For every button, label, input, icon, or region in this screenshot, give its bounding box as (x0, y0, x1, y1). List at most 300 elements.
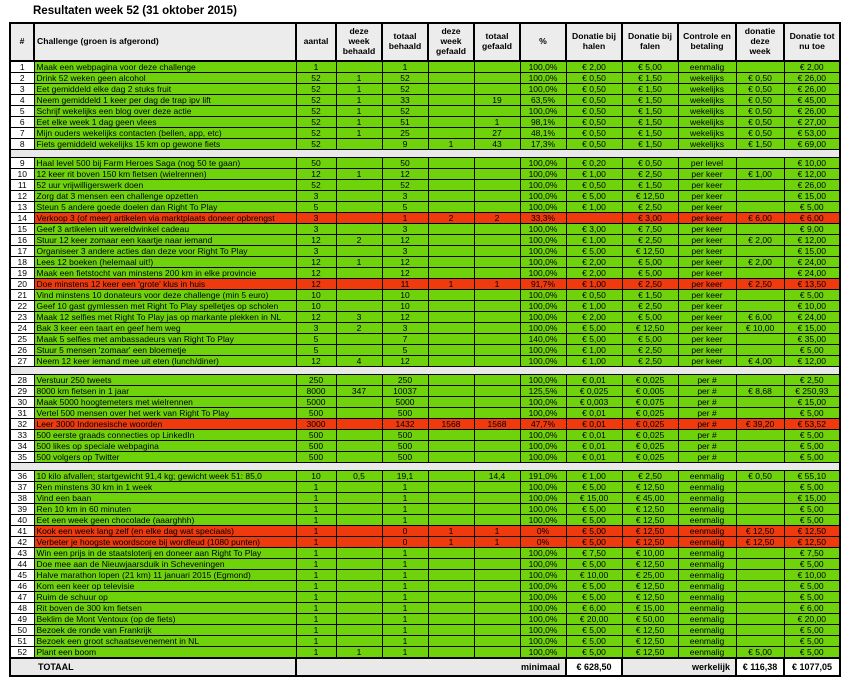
value-cell[interactable]: € 12,00 (784, 356, 840, 367)
value-cell[interactable] (474, 559, 520, 570)
value-cell[interactable] (474, 356, 520, 367)
value-cell[interactable]: € 5,00 (566, 537, 622, 548)
value-cell[interactable] (736, 180, 784, 191)
value-cell[interactable] (736, 224, 784, 235)
row-number-cell[interactable]: 22 (10, 301, 34, 312)
value-cell[interactable]: 100,0% (520, 581, 566, 592)
value-cell[interactable]: € 0,50 (736, 128, 784, 139)
value-cell[interactable] (336, 301, 382, 312)
challenge-cell[interactable]: Kom een keer op televisie (34, 581, 296, 592)
value-cell[interactable]: 3 (382, 323, 428, 334)
value-cell[interactable]: eenmalig (678, 647, 736, 659)
value-cell[interactable]: 52 (296, 117, 336, 128)
value-cell[interactable] (336, 504, 382, 515)
value-cell[interactable] (474, 408, 520, 419)
row-number-cell[interactable]: 12 (10, 191, 34, 202)
value-cell[interactable] (428, 408, 474, 419)
value-cell[interactable]: € 15,00 (784, 191, 840, 202)
challenge-cell[interactable]: 12 keer rit boven 150 km fietsen (wielrennen) (34, 169, 296, 180)
value-cell[interactable] (736, 61, 784, 73)
col-donatie-bij-falen[interactable]: Donatie bij falen (622, 23, 678, 61)
value-cell[interactable]: 10 (296, 301, 336, 312)
value-cell[interactable] (336, 537, 382, 548)
value-cell[interactable]: 10037 (382, 386, 428, 397)
challenge-cell[interactable]: Verkoop 3 (of meer) artikelen via marktplaats doneer opbrengst (34, 213, 296, 224)
value-cell[interactable]: per keer (678, 334, 736, 345)
challenge-cell[interactable]: 52 uur vrijwilligerswerk doen (34, 180, 296, 191)
value-cell[interactable]: € 5,00 (566, 515, 622, 526)
value-cell[interactable] (428, 493, 474, 504)
challenge-cell[interactable]: Geef 10 gast gymlessen met Right To Play spelletjes op scholen (34, 301, 296, 312)
value-cell[interactable]: per keer (678, 279, 736, 290)
value-cell[interactable]: 1 (296, 537, 336, 548)
value-cell[interactable] (736, 441, 784, 452)
value-cell[interactable] (474, 636, 520, 647)
col-aantal[interactable]: aantal (296, 23, 336, 61)
value-cell[interactable]: € 1,00 (566, 279, 622, 290)
value-cell[interactable]: eenmalig (678, 570, 736, 581)
value-cell[interactable]: 1 (382, 61, 428, 73)
value-cell[interactable]: € 5,00 (566, 334, 622, 345)
value-cell[interactable] (428, 235, 474, 246)
value-cell[interactable]: per keer (678, 356, 736, 367)
value-cell[interactable]: 91,7% (520, 279, 566, 290)
value-cell[interactable]: € 6,00 (736, 213, 784, 224)
value-cell[interactable]: 3 (296, 323, 336, 334)
value-cell[interactable] (428, 603, 474, 614)
value-cell[interactable]: € 0,025 (622, 408, 678, 419)
row-number-cell[interactable]: 7 (10, 128, 34, 139)
value-cell[interactable]: eenmalig (678, 636, 736, 647)
value-cell[interactable]: € 12,50 (622, 191, 678, 202)
value-cell[interactable] (428, 636, 474, 647)
value-cell[interactable]: € 5,00 (566, 625, 622, 636)
value-cell[interactable]: 1 (474, 279, 520, 290)
value-cell[interactable]: € 39,20 (736, 419, 784, 430)
value-cell[interactable]: per keer (678, 180, 736, 191)
value-cell[interactable]: 12 (296, 169, 336, 180)
value-cell[interactable]: 3 (382, 246, 428, 257)
value-cell[interactable]: 1 (336, 257, 382, 268)
value-cell[interactable]: 17,3% (520, 139, 566, 150)
value-cell[interactable]: 2 (336, 323, 382, 334)
row-number-cell[interactable]: 5 (10, 106, 34, 117)
value-cell[interactable]: 1 (474, 526, 520, 537)
value-cell[interactable]: € 45,00 (622, 493, 678, 504)
value-cell[interactable]: 100,0% (520, 452, 566, 463)
value-cell[interactable]: 100,0% (520, 515, 566, 526)
value-cell[interactable] (474, 515, 520, 526)
value-cell[interactable] (428, 386, 474, 397)
value-cell[interactable] (428, 73, 474, 84)
value-cell[interactable]: 52 (382, 106, 428, 117)
value-cell[interactable] (736, 581, 784, 592)
value-cell[interactable]: 52 (296, 128, 336, 139)
value-cell[interactable] (428, 334, 474, 345)
value-cell[interactable]: per keer (678, 169, 736, 180)
row-number-cell[interactable]: 28 (10, 375, 34, 386)
value-cell[interactable]: € 6,00 (736, 312, 784, 323)
value-cell[interactable]: € 5,00 (566, 323, 622, 334)
value-cell[interactable] (428, 191, 474, 202)
value-cell[interactable] (428, 515, 474, 526)
value-cell[interactable]: 3 (382, 191, 428, 202)
value-cell[interactable] (474, 581, 520, 592)
value-cell[interactable]: 100,0% (520, 559, 566, 570)
value-cell[interactable]: 1 (296, 548, 336, 559)
value-cell[interactable] (428, 84, 474, 95)
value-cell[interactable]: € 2,50 (736, 279, 784, 290)
value-cell[interactable] (428, 312, 474, 323)
value-cell[interactable]: 347 (336, 386, 382, 397)
value-cell[interactable]: 1 (296, 515, 336, 526)
value-cell[interactable]: € 6,00 (784, 603, 840, 614)
value-cell[interactable] (474, 235, 520, 246)
value-cell[interactable]: 500 (296, 408, 336, 419)
value-cell[interactable] (736, 345, 784, 356)
col-controle-en-betaling[interactable]: Controle en betaling (678, 23, 736, 61)
challenge-cell[interactable]: Win een prijs in de staatsloterij en doneer aan Right To Play (34, 548, 296, 559)
challenge-cell[interactable]: 500 volgers op Twitter (34, 452, 296, 463)
value-cell[interactable] (428, 614, 474, 625)
row-number-cell[interactable]: 27 (10, 356, 34, 367)
value-cell[interactable]: € 0,50 (736, 471, 784, 482)
value-cell[interactable]: per # (678, 375, 736, 386)
value-cell[interactable] (336, 345, 382, 356)
value-cell[interactable]: € 10,00 (784, 158, 840, 169)
challenge-cell[interactable]: 500 likes op speciale webpagina (34, 441, 296, 452)
col-percent[interactable]: % (520, 23, 566, 61)
challenge-cell[interactable]: Vind een baan (34, 493, 296, 504)
row-number-cell[interactable]: 13 (10, 202, 34, 213)
value-cell[interactable]: 100,0% (520, 61, 566, 73)
value-cell[interactable] (736, 246, 784, 257)
value-cell[interactable] (474, 345, 520, 356)
value-cell[interactable]: € 12,50 (622, 482, 678, 493)
value-cell[interactable]: 1 (382, 213, 428, 224)
value-cell[interactable]: 1 (336, 106, 382, 117)
value-cell[interactable] (336, 493, 382, 504)
value-cell[interactable]: € 1,50 (622, 290, 678, 301)
col-totaal-behaald[interactable]: totaal behaald (382, 23, 428, 61)
value-cell[interactable] (474, 301, 520, 312)
value-cell[interactable]: € 5,00 (566, 581, 622, 592)
value-cell[interactable]: € 5,00 (784, 515, 840, 526)
value-cell[interactable]: 1 (382, 603, 428, 614)
value-cell[interactable] (336, 570, 382, 581)
value-cell[interactable]: € 5,00 (566, 246, 622, 257)
value-cell[interactable]: eenmalig (678, 537, 736, 548)
value-cell[interactable]: 1 (382, 570, 428, 581)
value-cell[interactable]: 100,0% (520, 408, 566, 419)
value-cell[interactable]: 12 (382, 268, 428, 279)
value-cell[interactable]: € 24,00 (784, 268, 840, 279)
value-cell[interactable]: 250 (382, 375, 428, 386)
value-cell[interactable] (336, 180, 382, 191)
value-cell[interactable] (736, 548, 784, 559)
value-cell[interactable] (474, 386, 520, 397)
value-cell[interactable]: € 12,50 (622, 581, 678, 592)
value-cell[interactable]: 1 (296, 592, 336, 603)
value-cell[interactable] (336, 334, 382, 345)
value-cell[interactable]: 100,0% (520, 647, 566, 659)
value-cell[interactable] (474, 180, 520, 191)
value-cell[interactable]: 100,0% (520, 614, 566, 625)
value-cell[interactable]: 500 (296, 452, 336, 463)
row-number-cell[interactable]: 31 (10, 408, 34, 419)
value-cell[interactable] (428, 482, 474, 493)
value-cell[interactable] (428, 570, 474, 581)
row-number-cell[interactable]: 36 (10, 471, 34, 482)
value-cell[interactable] (428, 224, 474, 235)
value-cell[interactable] (736, 158, 784, 169)
value-cell[interactable]: 27 (474, 128, 520, 139)
row-number-cell[interactable]: 15 (10, 224, 34, 235)
value-cell[interactable]: € 7,50 (784, 548, 840, 559)
value-cell[interactable]: € 12,50 (622, 246, 678, 257)
col-challenge[interactable]: Challenge (groen is afgerond) (34, 23, 296, 61)
value-cell[interactable]: 3000 (296, 419, 336, 430)
value-cell[interactable]: € 12,50 (622, 504, 678, 515)
value-cell[interactable] (336, 279, 382, 290)
challenge-cell[interactable]: Eet een week geen chocolade (aaarghhh) (34, 515, 296, 526)
value-cell[interactable]: 100,0% (520, 169, 566, 180)
value-cell[interactable] (736, 452, 784, 463)
value-cell[interactable]: 100,0% (520, 246, 566, 257)
value-cell[interactable]: 10 (296, 290, 336, 301)
value-cell[interactable] (736, 334, 784, 345)
value-cell[interactable]: 100,0% (520, 268, 566, 279)
challenge-cell[interactable]: Fiets gemiddeld wekelijks 15 km op gewone fiets (34, 139, 296, 150)
challenge-cell[interactable]: Eet elke week 1 dag geen vlees (34, 117, 296, 128)
value-cell[interactable]: € 5,00 (622, 61, 678, 73)
value-cell[interactable] (736, 625, 784, 636)
value-cell[interactable]: 48,1% (520, 128, 566, 139)
value-cell[interactable]: 2 (336, 235, 382, 246)
value-cell[interactable]: per # (678, 386, 736, 397)
challenge-cell[interactable]: Bezoek een groot schaatsevenement in NL (34, 636, 296, 647)
value-cell[interactable]: 1 (474, 537, 520, 548)
value-cell[interactable] (474, 61, 520, 73)
value-cell[interactable]: 1 (296, 559, 336, 570)
value-cell[interactable]: 100,0% (520, 375, 566, 386)
value-cell[interactable]: € 12,00 (784, 169, 840, 180)
value-cell[interactable]: per keer (678, 224, 736, 235)
value-cell[interactable]: 98,1% (520, 117, 566, 128)
value-cell[interactable] (428, 169, 474, 180)
value-cell[interactable]: 52 (382, 73, 428, 84)
value-cell[interactable] (428, 323, 474, 334)
value-cell[interactable]: 1 (296, 614, 336, 625)
value-cell[interactable]: € 15,00 (784, 397, 840, 408)
value-cell[interactable]: € 1,00 (736, 169, 784, 180)
value-cell[interactable] (336, 592, 382, 603)
value-cell[interactable]: 52 (296, 180, 336, 191)
value-cell[interactable]: 12 (296, 356, 336, 367)
value-cell[interactable]: 100,0% (520, 625, 566, 636)
value-cell[interactable]: 10 (382, 290, 428, 301)
value-cell[interactable]: € 0,005 (622, 386, 678, 397)
value-cell[interactable]: 5 (382, 202, 428, 213)
value-cell[interactable]: per # (678, 408, 736, 419)
value-cell[interactable]: € 69,00 (784, 139, 840, 150)
value-cell[interactable]: € 0,50 (566, 95, 622, 106)
row-number-cell[interactable]: 49 (10, 614, 34, 625)
value-cell[interactable]: 1 (382, 625, 428, 636)
value-cell[interactable] (428, 356, 474, 367)
value-cell[interactable] (474, 84, 520, 95)
value-cell[interactable]: 100,0% (520, 504, 566, 515)
value-cell[interactable]: 7 (382, 334, 428, 345)
row-number-cell[interactable]: 21 (10, 290, 34, 301)
value-cell[interactable] (336, 441, 382, 452)
challenge-cell[interactable]: Halve marathon lopen (21 km) 11 januari 2015 (Egmond) (34, 570, 296, 581)
value-cell[interactable]: 1 (474, 117, 520, 128)
value-cell[interactable]: 100,0% (520, 106, 566, 117)
value-cell[interactable] (474, 603, 520, 614)
challenge-cell[interactable]: Drink 52 weken geen alcohol (34, 73, 296, 84)
value-cell[interactable]: € 0,025 (622, 375, 678, 386)
value-cell[interactable]: wekelijks (678, 84, 736, 95)
row-number-cell[interactable]: 9 (10, 158, 34, 169)
value-cell[interactable]: € 0,025 (622, 452, 678, 463)
value-cell[interactable]: € 12,50 (622, 526, 678, 537)
challenge-cell[interactable]: Doe mee aan de Nieuwjaarsduik in Scheveningen (34, 559, 296, 570)
value-cell[interactable]: € 1,00 (566, 235, 622, 246)
value-cell[interactable]: € 45,00 (784, 95, 840, 106)
value-cell[interactable]: 12 (382, 235, 428, 246)
value-cell[interactable] (474, 441, 520, 452)
value-cell[interactable]: 1 (382, 482, 428, 493)
value-cell[interactable]: 500 (296, 441, 336, 452)
value-cell[interactable]: 140,0% (520, 334, 566, 345)
value-cell[interactable]: 63,5% (520, 95, 566, 106)
value-cell[interactable]: € 2,00 (566, 61, 622, 73)
value-cell[interactable]: € 0,01 (566, 419, 622, 430)
col-deze-week-behaald[interactable]: deze week behaald (336, 23, 382, 61)
challenge-cell[interactable]: Kook een week lang zelf (en elke dag wat speciaals) (34, 526, 296, 537)
value-cell[interactable] (336, 139, 382, 150)
value-cell[interactable]: 1 (336, 73, 382, 84)
value-cell[interactable] (736, 290, 784, 301)
value-cell[interactable] (336, 375, 382, 386)
row-number-cell[interactable]: 8 (10, 139, 34, 150)
value-cell[interactable]: € 0,025 (566, 386, 622, 397)
value-cell[interactable]: € 2,00 (566, 312, 622, 323)
value-cell[interactable]: € 5,00 (566, 482, 622, 493)
value-cell[interactable]: 100,0% (520, 493, 566, 504)
col-donatie-deze-week[interactable]: donatie deze week (736, 23, 784, 61)
row-number-cell[interactable]: 19 (10, 268, 34, 279)
value-cell[interactable]: € 15,00 (784, 323, 840, 334)
value-cell[interactable] (736, 614, 784, 625)
challenge-cell[interactable]: Steun 5 andere goede doelen dan Right To Play (34, 202, 296, 213)
value-cell[interactable]: € 1,50 (622, 139, 678, 150)
value-cell[interactable]: 0% (520, 526, 566, 537)
value-cell[interactable]: € 20,00 (566, 614, 622, 625)
value-cell[interactable]: € 5,00 (736, 647, 784, 659)
value-cell[interactable]: per # (678, 419, 736, 430)
value-cell[interactable]: € 0,20 (566, 158, 622, 169)
value-cell[interactable]: 3 (336, 312, 382, 323)
value-cell[interactable]: 1 (428, 139, 474, 150)
value-cell[interactable] (428, 441, 474, 452)
challenge-cell[interactable]: Maak 5000 hoogtemeters met wielrennen (34, 397, 296, 408)
value-cell[interactable] (428, 625, 474, 636)
value-cell[interactable] (336, 482, 382, 493)
value-cell[interactable]: € 2,00 (784, 61, 840, 73)
challenge-cell[interactable]: Lees 12 boeken (helemaal uit!) (34, 257, 296, 268)
value-cell[interactable] (428, 345, 474, 356)
challenge-cell[interactable]: Stuur 5 mensen 'zomaar' een bloemetje (34, 345, 296, 356)
value-cell[interactable]: 100,0% (520, 548, 566, 559)
challenge-cell[interactable]: Bezoek de ronde van Frankrijk (34, 625, 296, 636)
value-cell[interactable]: 100,0% (520, 636, 566, 647)
value-cell[interactable]: € 2,50 (622, 169, 678, 180)
value-cell[interactable]: wekelijks (678, 95, 736, 106)
value-cell[interactable]: € 0,50 (736, 117, 784, 128)
value-cell[interactable]: € 0,025 (622, 430, 678, 441)
value-cell[interactable]: 1 (382, 504, 428, 515)
value-cell[interactable]: 11 (382, 279, 428, 290)
value-cell[interactable]: € 5,00 (566, 191, 622, 202)
row-number-cell[interactable]: 35 (10, 452, 34, 463)
value-cell[interactable]: € 10,00 (736, 323, 784, 334)
row-number-cell[interactable]: 20 (10, 279, 34, 290)
value-cell[interactable] (736, 493, 784, 504)
value-cell[interactable]: € 7,50 (566, 548, 622, 559)
value-cell[interactable] (336, 430, 382, 441)
value-cell[interactable]: € 26,00 (784, 180, 840, 191)
value-cell[interactable]: 1 (382, 636, 428, 647)
value-cell[interactable]: € 12,50 (622, 636, 678, 647)
value-cell[interactable]: 1 (382, 581, 428, 592)
value-cell[interactable] (474, 625, 520, 636)
value-cell[interactable]: € 2,00 (736, 257, 784, 268)
value-cell[interactable] (336, 224, 382, 235)
value-cell[interactable]: 52 (296, 106, 336, 117)
value-cell[interactable]: € 2,50 (622, 279, 678, 290)
value-cell[interactable] (336, 213, 382, 224)
value-cell[interactable] (474, 169, 520, 180)
value-cell[interactable]: 100,0% (520, 356, 566, 367)
value-cell[interactable]: 1 (296, 570, 336, 581)
row-number-cell[interactable]: 30 (10, 397, 34, 408)
value-cell[interactable]: 100,0% (520, 482, 566, 493)
value-cell[interactable]: € 5,00 (622, 268, 678, 279)
value-cell[interactable]: 52 (296, 95, 336, 106)
row-number-cell[interactable]: 34 (10, 441, 34, 452)
value-cell[interactable]: 100,0% (520, 441, 566, 452)
challenge-cell[interactable]: Beklim de Mont Ventoux (op de fiets) (34, 614, 296, 625)
value-cell[interactable]: 1432 (382, 419, 428, 430)
value-cell[interactable] (736, 408, 784, 419)
value-cell[interactable]: 33,3% (520, 213, 566, 224)
value-cell[interactable]: € 12,50 (622, 323, 678, 334)
value-cell[interactable] (474, 106, 520, 117)
row-number-cell[interactable]: 25 (10, 334, 34, 345)
value-cell[interactable] (336, 202, 382, 213)
value-cell[interactable]: € 1,00 (566, 471, 622, 482)
value-cell[interactable]: 3 (296, 191, 336, 202)
value-cell[interactable]: 12 (382, 312, 428, 323)
value-cell[interactable]: € 5,00 (784, 202, 840, 213)
value-cell[interactable]: € 0,50 (736, 106, 784, 117)
value-cell[interactable]: € 5,00 (622, 257, 678, 268)
value-cell[interactable]: € 0,50 (736, 84, 784, 95)
value-cell[interactable]: € 12,50 (736, 537, 784, 548)
value-cell[interactable]: € 6,00 (566, 603, 622, 614)
